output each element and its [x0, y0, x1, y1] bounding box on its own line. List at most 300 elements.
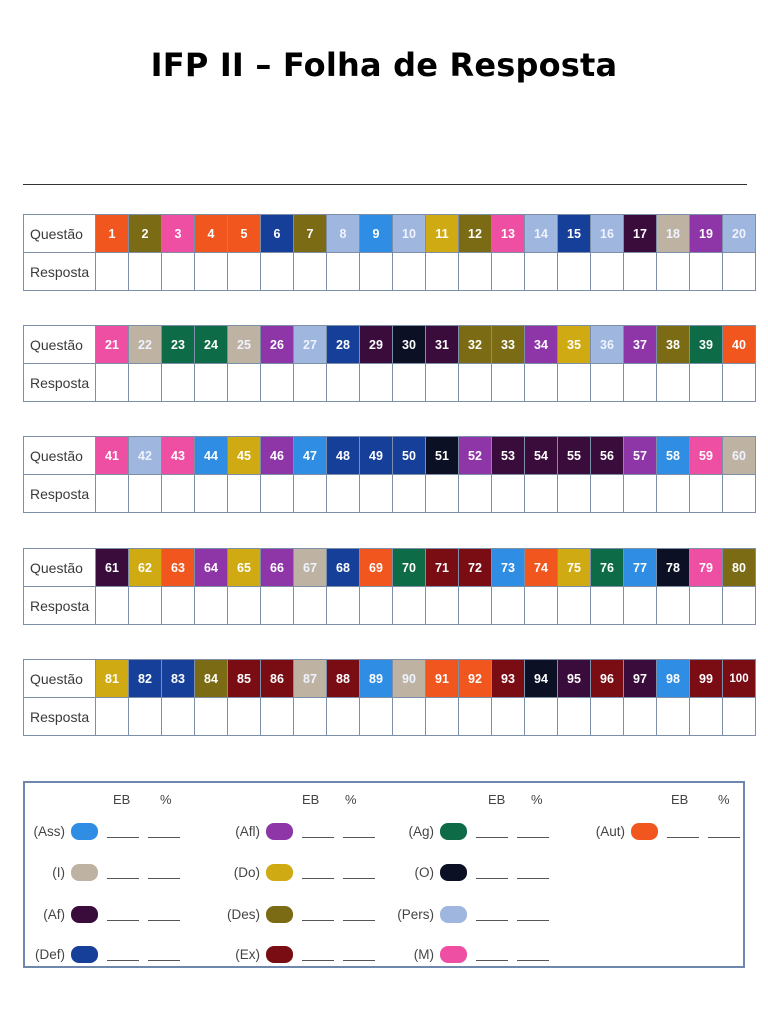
percent-blank[interactable]	[517, 948, 549, 961]
answer-cell-5[interactable]	[228, 253, 261, 291]
question-number-62: 62	[129, 549, 162, 587]
answer-cell-7[interactable]	[294, 253, 327, 291]
answer-grid-2	[23, 325, 756, 402]
eb-blank[interactable]	[107, 948, 139, 961]
answer-cell-82[interactable]	[129, 698, 162, 736]
question-number-32: 32	[459, 326, 492, 364]
question-number-18: 18	[657, 215, 690, 253]
answer-cell-79[interactable]	[690, 587, 723, 625]
answer-cell-33[interactable]	[492, 364, 525, 402]
color-swatch	[266, 823, 293, 840]
page-title: IFP II – Folha de Resposta	[150, 46, 618, 84]
question-number-44: 44	[195, 437, 228, 475]
question-number-80: 80	[723, 549, 756, 587]
question-number-97: 97	[624, 660, 657, 698]
answer-cell-27[interactable]	[294, 364, 327, 402]
answer-cell-94[interactable]	[525, 698, 558, 736]
answer-cell-37[interactable]	[624, 364, 657, 402]
answer-cell-34[interactable]	[525, 364, 558, 402]
question-number-56: 56	[591, 437, 624, 475]
scale-code: (I)	[52, 864, 65, 880]
answer-cell-78[interactable]	[657, 587, 690, 625]
answer-cell-46[interactable]	[261, 475, 294, 513]
question-number-98: 98	[657, 660, 690, 698]
answer-cell-60[interactable]	[723, 475, 756, 513]
answer-row	[24, 698, 756, 736]
percent-blank[interactable]	[708, 825, 740, 838]
percent-blank[interactable]	[517, 825, 549, 838]
answer-grid-1	[23, 214, 756, 291]
question-label: Questão	[24, 326, 96, 364]
answer-cell-28[interactable]	[327, 364, 360, 402]
answer-cell-58[interactable]	[657, 475, 690, 513]
answer-cell-45[interactable]	[228, 475, 261, 513]
answer-cell-73[interactable]	[492, 587, 525, 625]
eb-header: EB	[302, 792, 320, 807]
answer-cell-47[interactable]	[294, 475, 327, 513]
answer-cell-3[interactable]	[162, 253, 195, 291]
question-label: Questão	[24, 215, 96, 253]
answer-grid-5	[23, 659, 756, 736]
question-number-16: 16	[591, 215, 624, 253]
percent-blank[interactable]	[148, 825, 180, 838]
answer-cell-43[interactable]	[162, 475, 195, 513]
question-number-77: 77	[624, 549, 657, 587]
eb-header: EB	[488, 792, 506, 807]
question-number-91: 91	[426, 660, 459, 698]
question-number-45: 45	[228, 437, 261, 475]
scale-legend	[23, 781, 745, 968]
answer-cell-68[interactable]	[327, 587, 360, 625]
question-number-67: 67	[294, 549, 327, 587]
question-number-100: 100	[723, 660, 756, 698]
answer-cell-8[interactable]	[327, 253, 360, 291]
answer-cell-99[interactable]	[690, 698, 723, 736]
legend-item-afl	[210, 820, 375, 842]
question-number-1: 1	[96, 215, 129, 253]
answer-cell-14[interactable]	[525, 253, 558, 291]
question-number-54: 54	[525, 437, 558, 475]
answer-cell-87[interactable]	[294, 698, 327, 736]
percent-blank[interactable]	[148, 866, 180, 879]
answer-cell-96[interactable]	[591, 698, 624, 736]
answer-cell-97[interactable]	[624, 698, 657, 736]
question-number-24: 24	[195, 326, 228, 364]
answer-cell-95[interactable]	[558, 698, 591, 736]
question-number-85: 85	[228, 660, 261, 698]
question-number-17: 17	[624, 215, 657, 253]
percent-header: %	[160, 792, 172, 807]
scale-code: (Def)	[35, 946, 65, 962]
color-swatch	[440, 946, 467, 963]
eb-blank[interactable]	[302, 908, 334, 921]
question-label: Questão	[24, 549, 96, 587]
answer-cell-67[interactable]	[294, 587, 327, 625]
question-number-38: 38	[657, 326, 690, 364]
answer-row	[24, 475, 756, 513]
legend-item-pers	[392, 903, 549, 925]
answer-cell-54[interactable]	[525, 475, 558, 513]
answer-cell-31[interactable]	[426, 364, 459, 402]
answer-cell-66[interactable]	[261, 587, 294, 625]
answer-cell-98[interactable]	[657, 698, 690, 736]
question-number-35: 35	[558, 326, 591, 364]
question-number-78: 78	[657, 549, 690, 587]
percent-blank[interactable]	[517, 908, 549, 921]
percent-blank[interactable]	[343, 825, 375, 838]
question-number-40: 40	[723, 326, 756, 364]
question-number-46: 46	[261, 437, 294, 475]
answer-cell-18[interactable]	[657, 253, 690, 291]
question-number-3: 3	[162, 215, 195, 253]
question-number-5: 5	[228, 215, 261, 253]
legend-item-i	[25, 861, 180, 883]
answer-cell-6[interactable]	[261, 253, 294, 291]
legend-item-m	[392, 943, 549, 965]
answer-grid-3	[23, 436, 756, 513]
question-row	[24, 215, 756, 253]
answer-cell-91[interactable]	[426, 698, 459, 736]
answer-cell-24[interactable]	[195, 364, 228, 402]
answer-cell-51[interactable]	[426, 475, 459, 513]
scale-code: (Des)	[227, 906, 260, 922]
answer-cell-9[interactable]	[360, 253, 393, 291]
answer-cell-56[interactable]	[591, 475, 624, 513]
question-number-8: 8	[327, 215, 360, 253]
question-number-68: 68	[327, 549, 360, 587]
color-swatch	[440, 864, 467, 881]
question-row	[24, 660, 756, 698]
eb-blank[interactable]	[476, 866, 508, 879]
percent-header: %	[345, 792, 357, 807]
answer-cell-11[interactable]	[426, 253, 459, 291]
answer-grid-4	[23, 548, 756, 625]
answer-cell-49[interactable]	[360, 475, 393, 513]
answer-cell-61[interactable]	[96, 587, 129, 625]
question-number-81: 81	[96, 660, 129, 698]
percent-blank[interactable]	[343, 948, 375, 961]
answer-cell-57[interactable]	[624, 475, 657, 513]
eb-blank[interactable]	[107, 825, 139, 838]
answer-cell-17[interactable]	[624, 253, 657, 291]
percent-blank[interactable]	[148, 908, 180, 921]
question-number-73: 73	[492, 549, 525, 587]
question-number-12: 12	[459, 215, 492, 253]
question-number-53: 53	[492, 437, 525, 475]
answer-cell-32[interactable]	[459, 364, 492, 402]
answer-cell-35[interactable]	[558, 364, 591, 402]
header-divider	[23, 184, 747, 185]
question-number-87: 87	[294, 660, 327, 698]
question-row	[24, 437, 756, 475]
question-number-94: 94	[525, 660, 558, 698]
question-number-26: 26	[261, 326, 294, 364]
answer-label: Resposta	[24, 364, 96, 402]
eb-blank[interactable]	[476, 825, 508, 838]
answer-row	[24, 364, 756, 402]
answer-cell-83[interactable]	[162, 698, 195, 736]
answer-cell-21[interactable]	[96, 364, 129, 402]
eb-header: EB	[671, 792, 689, 807]
question-number-22: 22	[129, 326, 162, 364]
color-swatch	[266, 906, 293, 923]
answer-cell-2[interactable]	[129, 253, 162, 291]
answer-cell-74[interactable]	[525, 587, 558, 625]
question-number-74: 74	[525, 549, 558, 587]
question-number-15: 15	[558, 215, 591, 253]
question-number-72: 72	[459, 549, 492, 587]
eb-blank[interactable]	[302, 825, 334, 838]
eb-blank[interactable]	[476, 908, 508, 921]
answer-cell-76[interactable]	[591, 587, 624, 625]
percent-blank[interactable]	[343, 908, 375, 921]
color-swatch	[440, 906, 467, 923]
legend-item-def	[25, 943, 180, 965]
answer-label: Resposta	[24, 253, 96, 291]
question-number-36: 36	[591, 326, 624, 364]
question-number-64: 64	[195, 549, 228, 587]
question-number-96: 96	[591, 660, 624, 698]
question-number-70: 70	[393, 549, 426, 587]
question-number-6: 6	[261, 215, 294, 253]
percent-blank[interactable]	[517, 866, 549, 879]
question-number-21: 21	[96, 326, 129, 364]
answer-cell-84[interactable]	[195, 698, 228, 736]
answer-label: Resposta	[24, 475, 96, 513]
answer-cell-72[interactable]	[459, 587, 492, 625]
scale-code: (Ag)	[408, 823, 434, 839]
answer-cell-69[interactable]	[360, 587, 393, 625]
answer-cell-81[interactable]	[96, 698, 129, 736]
answer-cell-55[interactable]	[558, 475, 591, 513]
answer-cell-26[interactable]	[261, 364, 294, 402]
answer-cell-41[interactable]	[96, 475, 129, 513]
eb-blank[interactable]	[302, 948, 334, 961]
legend-item-o	[392, 861, 549, 883]
scale-code: (Do)	[233, 864, 260, 880]
question-number-52: 52	[459, 437, 492, 475]
percent-blank[interactable]	[148, 948, 180, 961]
question-row	[24, 549, 756, 587]
question-number-65: 65	[228, 549, 261, 587]
question-number-19: 19	[690, 215, 723, 253]
answer-label: Resposta	[24, 698, 96, 736]
answer-cell-13[interactable]	[492, 253, 525, 291]
answer-cell-86[interactable]	[261, 698, 294, 736]
question-number-25: 25	[228, 326, 261, 364]
question-number-89: 89	[360, 660, 393, 698]
legend-item-do	[210, 861, 375, 883]
answer-cell-29[interactable]	[360, 364, 393, 402]
answer-cell-4[interactable]	[195, 253, 228, 291]
question-number-88: 88	[327, 660, 360, 698]
color-swatch	[631, 823, 658, 840]
answer-row	[24, 587, 756, 625]
percent-header: %	[718, 792, 730, 807]
question-number-51: 51	[426, 437, 459, 475]
color-swatch	[440, 823, 467, 840]
answer-cell-70[interactable]	[393, 587, 426, 625]
answer-cell-71[interactable]	[426, 587, 459, 625]
answer-row	[24, 253, 756, 291]
question-number-50: 50	[393, 437, 426, 475]
answer-cell-38[interactable]	[657, 364, 690, 402]
question-number-61: 61	[96, 549, 129, 587]
answer-cell-20[interactable]	[723, 253, 756, 291]
answer-cell-80[interactable]	[723, 587, 756, 625]
question-number-49: 49	[360, 437, 393, 475]
question-number-79: 79	[690, 549, 723, 587]
answer-cell-12[interactable]	[459, 253, 492, 291]
answer-cell-65[interactable]	[228, 587, 261, 625]
scale-code: (Aut)	[595, 823, 625, 839]
question-number-63: 63	[162, 549, 195, 587]
question-number-14: 14	[525, 215, 558, 253]
answer-cell-36[interactable]	[591, 364, 624, 402]
answer-cell-48[interactable]	[327, 475, 360, 513]
question-number-2: 2	[129, 215, 162, 253]
question-number-60: 60	[723, 437, 756, 475]
scale-code: (Ass)	[33, 823, 65, 839]
answer-cell-50[interactable]	[393, 475, 426, 513]
question-number-9: 9	[360, 215, 393, 253]
question-number-29: 29	[360, 326, 393, 364]
question-number-83: 83	[162, 660, 195, 698]
question-number-69: 69	[360, 549, 393, 587]
eb-blank[interactable]	[107, 866, 139, 879]
legend-item-ass	[25, 820, 180, 842]
eb-blank[interactable]	[302, 866, 334, 879]
answer-cell-89[interactable]	[360, 698, 393, 736]
answer-cell-52[interactable]	[459, 475, 492, 513]
answer-cell-30[interactable]	[393, 364, 426, 402]
answer-cell-63[interactable]	[162, 587, 195, 625]
color-swatch	[71, 946, 98, 963]
scale-code: (O)	[414, 864, 434, 880]
question-number-47: 47	[294, 437, 327, 475]
legend-item-ex	[210, 943, 375, 965]
question-number-58: 58	[657, 437, 690, 475]
legend-item-aut	[580, 820, 740, 842]
answer-cell-16[interactable]	[591, 253, 624, 291]
question-number-76: 76	[591, 549, 624, 587]
answer-cell-10[interactable]	[393, 253, 426, 291]
answer-cell-88[interactable]	[327, 698, 360, 736]
answer-cell-39[interactable]	[690, 364, 723, 402]
question-number-37: 37	[624, 326, 657, 364]
color-swatch	[266, 946, 293, 963]
question-number-71: 71	[426, 549, 459, 587]
question-number-28: 28	[327, 326, 360, 364]
question-number-43: 43	[162, 437, 195, 475]
question-number-30: 30	[393, 326, 426, 364]
question-number-99: 99	[690, 660, 723, 698]
question-number-93: 93	[492, 660, 525, 698]
answer-cell-22[interactable]	[129, 364, 162, 402]
scale-code: (Afl)	[235, 823, 260, 839]
answer-cell-62[interactable]	[129, 587, 162, 625]
percent-blank[interactable]	[343, 866, 375, 879]
answer-cell-92[interactable]	[459, 698, 492, 736]
answer-cell-15[interactable]	[558, 253, 591, 291]
question-number-57: 57	[624, 437, 657, 475]
answer-cell-93[interactable]	[492, 698, 525, 736]
answer-cell-23[interactable]	[162, 364, 195, 402]
question-number-31: 31	[426, 326, 459, 364]
answer-label: Resposta	[24, 587, 96, 625]
question-number-84: 84	[195, 660, 228, 698]
answer-cell-85[interactable]	[228, 698, 261, 736]
question-number-10: 10	[393, 215, 426, 253]
answer-cell-25[interactable]	[228, 364, 261, 402]
scale-code: (Af)	[43, 906, 65, 922]
percent-header: %	[531, 792, 543, 807]
question-number-82: 82	[129, 660, 162, 698]
question-number-55: 55	[558, 437, 591, 475]
scale-code: (Ex)	[235, 946, 260, 962]
question-number-27: 27	[294, 326, 327, 364]
color-swatch	[71, 906, 98, 923]
color-swatch	[71, 823, 98, 840]
eb-blank[interactable]	[107, 908, 139, 921]
answer-cell-53[interactable]	[492, 475, 525, 513]
question-number-59: 59	[690, 437, 723, 475]
question-number-39: 39	[690, 326, 723, 364]
answer-cell-44[interactable]	[195, 475, 228, 513]
answer-cell-90[interactable]	[393, 698, 426, 736]
question-number-20: 20	[723, 215, 756, 253]
question-number-41: 41	[96, 437, 129, 475]
question-number-33: 33	[492, 326, 525, 364]
scale-code: (Pers)	[397, 906, 434, 922]
question-label: Questão	[24, 660, 96, 698]
question-number-75: 75	[558, 549, 591, 587]
question-number-95: 95	[558, 660, 591, 698]
eb-blank[interactable]	[667, 825, 699, 838]
answer-cell-100[interactable]	[723, 698, 756, 736]
legend-item-ag	[392, 820, 549, 842]
question-label: Questão	[24, 437, 96, 475]
question-number-86: 86	[261, 660, 294, 698]
question-row	[24, 326, 756, 364]
answer-cell-1[interactable]	[96, 253, 129, 291]
question-number-4: 4	[195, 215, 228, 253]
question-number-92: 92	[459, 660, 492, 698]
question-number-7: 7	[294, 215, 327, 253]
question-number-48: 48	[327, 437, 360, 475]
legend-item-des	[210, 903, 375, 925]
answer-cell-19[interactable]	[690, 253, 723, 291]
question-number-13: 13	[492, 215, 525, 253]
question-number-34: 34	[525, 326, 558, 364]
answer-cell-40[interactable]	[723, 364, 756, 402]
answer-cell-77[interactable]	[624, 587, 657, 625]
color-swatch	[71, 864, 98, 881]
question-number-90: 90	[393, 660, 426, 698]
question-number-23: 23	[162, 326, 195, 364]
question-number-66: 66	[261, 549, 294, 587]
legend-item-af	[25, 903, 180, 925]
scale-code: (M)	[413, 946, 434, 962]
answer-cell-59[interactable]	[690, 475, 723, 513]
color-swatch	[266, 864, 293, 881]
answer-cell-64[interactable]	[195, 587, 228, 625]
eb-blank[interactable]	[476, 948, 508, 961]
question-number-42: 42	[129, 437, 162, 475]
answer-cell-42[interactable]	[129, 475, 162, 513]
answer-cell-75[interactable]	[558, 587, 591, 625]
eb-header: EB	[113, 792, 131, 807]
